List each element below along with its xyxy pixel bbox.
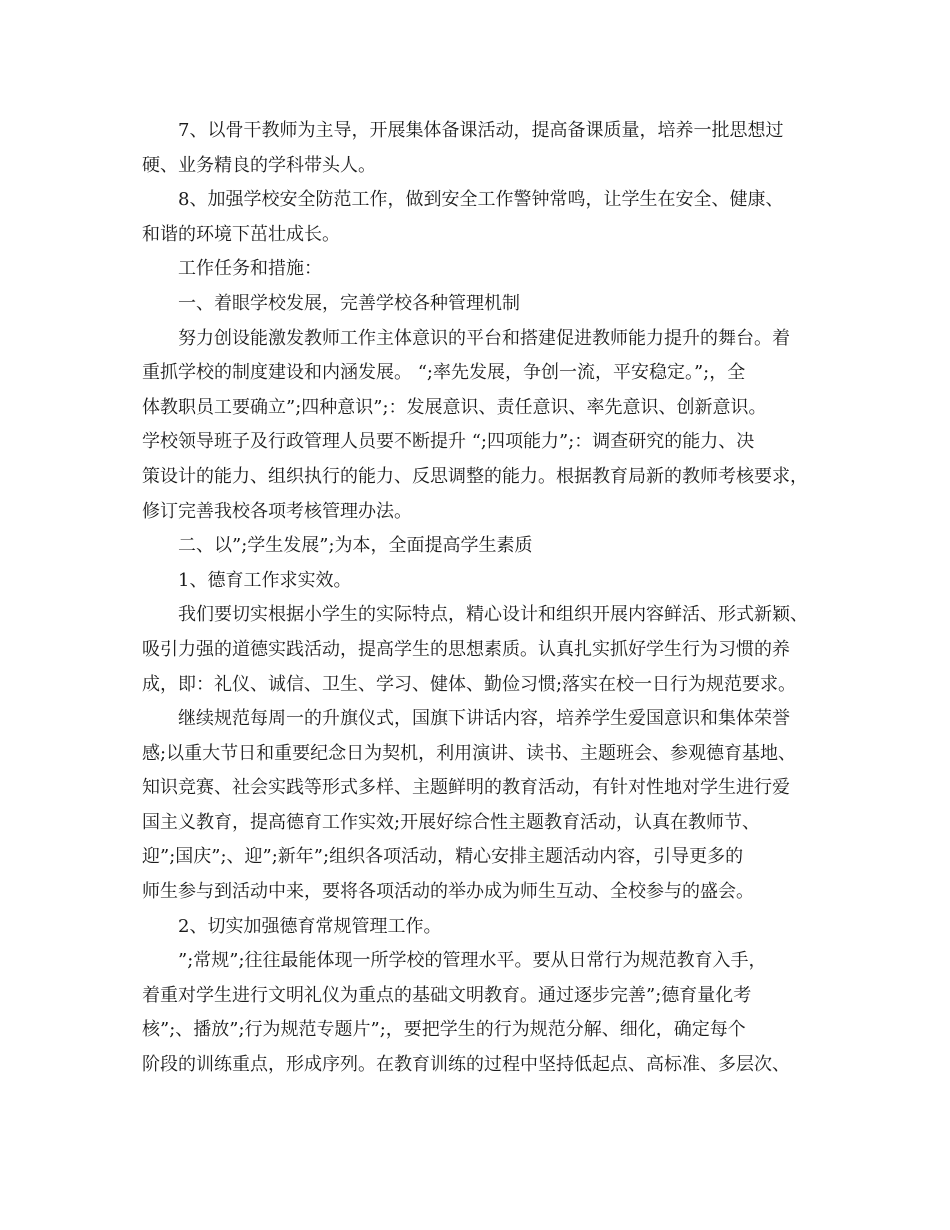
- text-line: 8、加强学校安全防范工作，做到安全工作警钟常鸣，让学生在安全、健康、: [178, 189, 784, 211]
- text-line: 和谐的环境下茁壮成长。: [142, 223, 340, 245]
- text-line: 迎”;国庆”;、迎”;新年”;组织各项活动，精心安排主题活动内容，引导更多的: [142, 846, 744, 868]
- text-line: 感;以重大节日和重要纪念日为契机，利用演讲、读书、主题班会、参观德育基地、: [142, 742, 797, 764]
- text-line: 着重对学生进行文明礼仪为重点的基础文明教育。通过逐步完善”;德育量化考: [142, 984, 752, 1006]
- text-line: 一、着眼学校发展，完善学校各种管理机制: [178, 292, 520, 314]
- text-line: 2、切实加强德育常规管理工作。: [178, 915, 442, 937]
- text-line: 吸引力强的道德实践活动，提高学生的思想素质。认真扎实抓好学生行为习惯的养: [142, 638, 790, 660]
- text-line: 硬、业务精良的学科带头人。: [142, 154, 376, 176]
- text-line: 策设计的能力、组织执行的能力、反思调整的能力。根据教育局新的教师考核要求，: [142, 465, 808, 487]
- text-line: ”;常规”;往往最能体现一所学校的管理水平。要从日常行为规范教育入手，: [178, 950, 767, 972]
- text-line: 1、德育工作求实效。: [178, 569, 352, 591]
- text-line: 二、以”;学生发展”;为本，全面提高学生素质: [178, 535, 533, 557]
- text-line: 核”;、播放”;行为规范专题片”;，要把学生的行为规范分解、细化，确定每个: [142, 1019, 746, 1041]
- text-line: 7、以骨干教师为主导，开展集体备课活动，提高备课质量，培养一批思想过: [178, 120, 784, 141]
- text-line: 努力创设能激发教师工作主体意识的平台和搭建促进教师能力提升的舞台。着: [178, 327, 790, 349]
- text-line: 工作任务和措施：: [178, 258, 322, 280]
- text-line: 学校领导班子及行政管理人员要不断提升 “;四项能力”;：调查研究的能力、决: [142, 431, 755, 453]
- text-line: 继续规范每周一的升旗仪式，国旗下讲话内容，培养学生爱国意识和集体荣誉: [178, 708, 790, 730]
- text-line: 师生参与到活动中来，要将各项活动的举办成为师生互动、全校参与的盛会。: [142, 881, 754, 903]
- text-line: 阶段的训练重点，形成序列。在教育训练的过程中坚持低起点、高标准、多层次、: [142, 1054, 790, 1076]
- text-line: 修订完善我校各项考核管理办法。: [142, 500, 412, 522]
- text-line: 成，即：礼仪、诚信、卫生、学习、健体、勤俭习惯;落实在校一日行为规范要求。: [142, 673, 797, 695]
- text-line: 我们要切实根据小学生的实际特点，精心设计和组织开展内容鲜活、形式新颖、: [178, 604, 808, 626]
- document-body: [142, 114, 842, 1083]
- text-line: 国主义教育，提高德育工作实效;开展好综合性主题教育活动，认真在教师节、: [142, 811, 761, 833]
- text-line: 重抓学校的制度建设和内涵发展。 “;率先发展，争创一流，平安稳定。”;，全: [142, 362, 746, 384]
- text-line: 知识竞赛、社会实践等形式多样、主题鲜明的教育活动，有针对性地对学生进行爱: [142, 777, 790, 799]
- text-line: 体教职员工要确立”;四种意识”;：发展意识、责任意识、率先意识、创新意识。: [142, 396, 767, 418]
